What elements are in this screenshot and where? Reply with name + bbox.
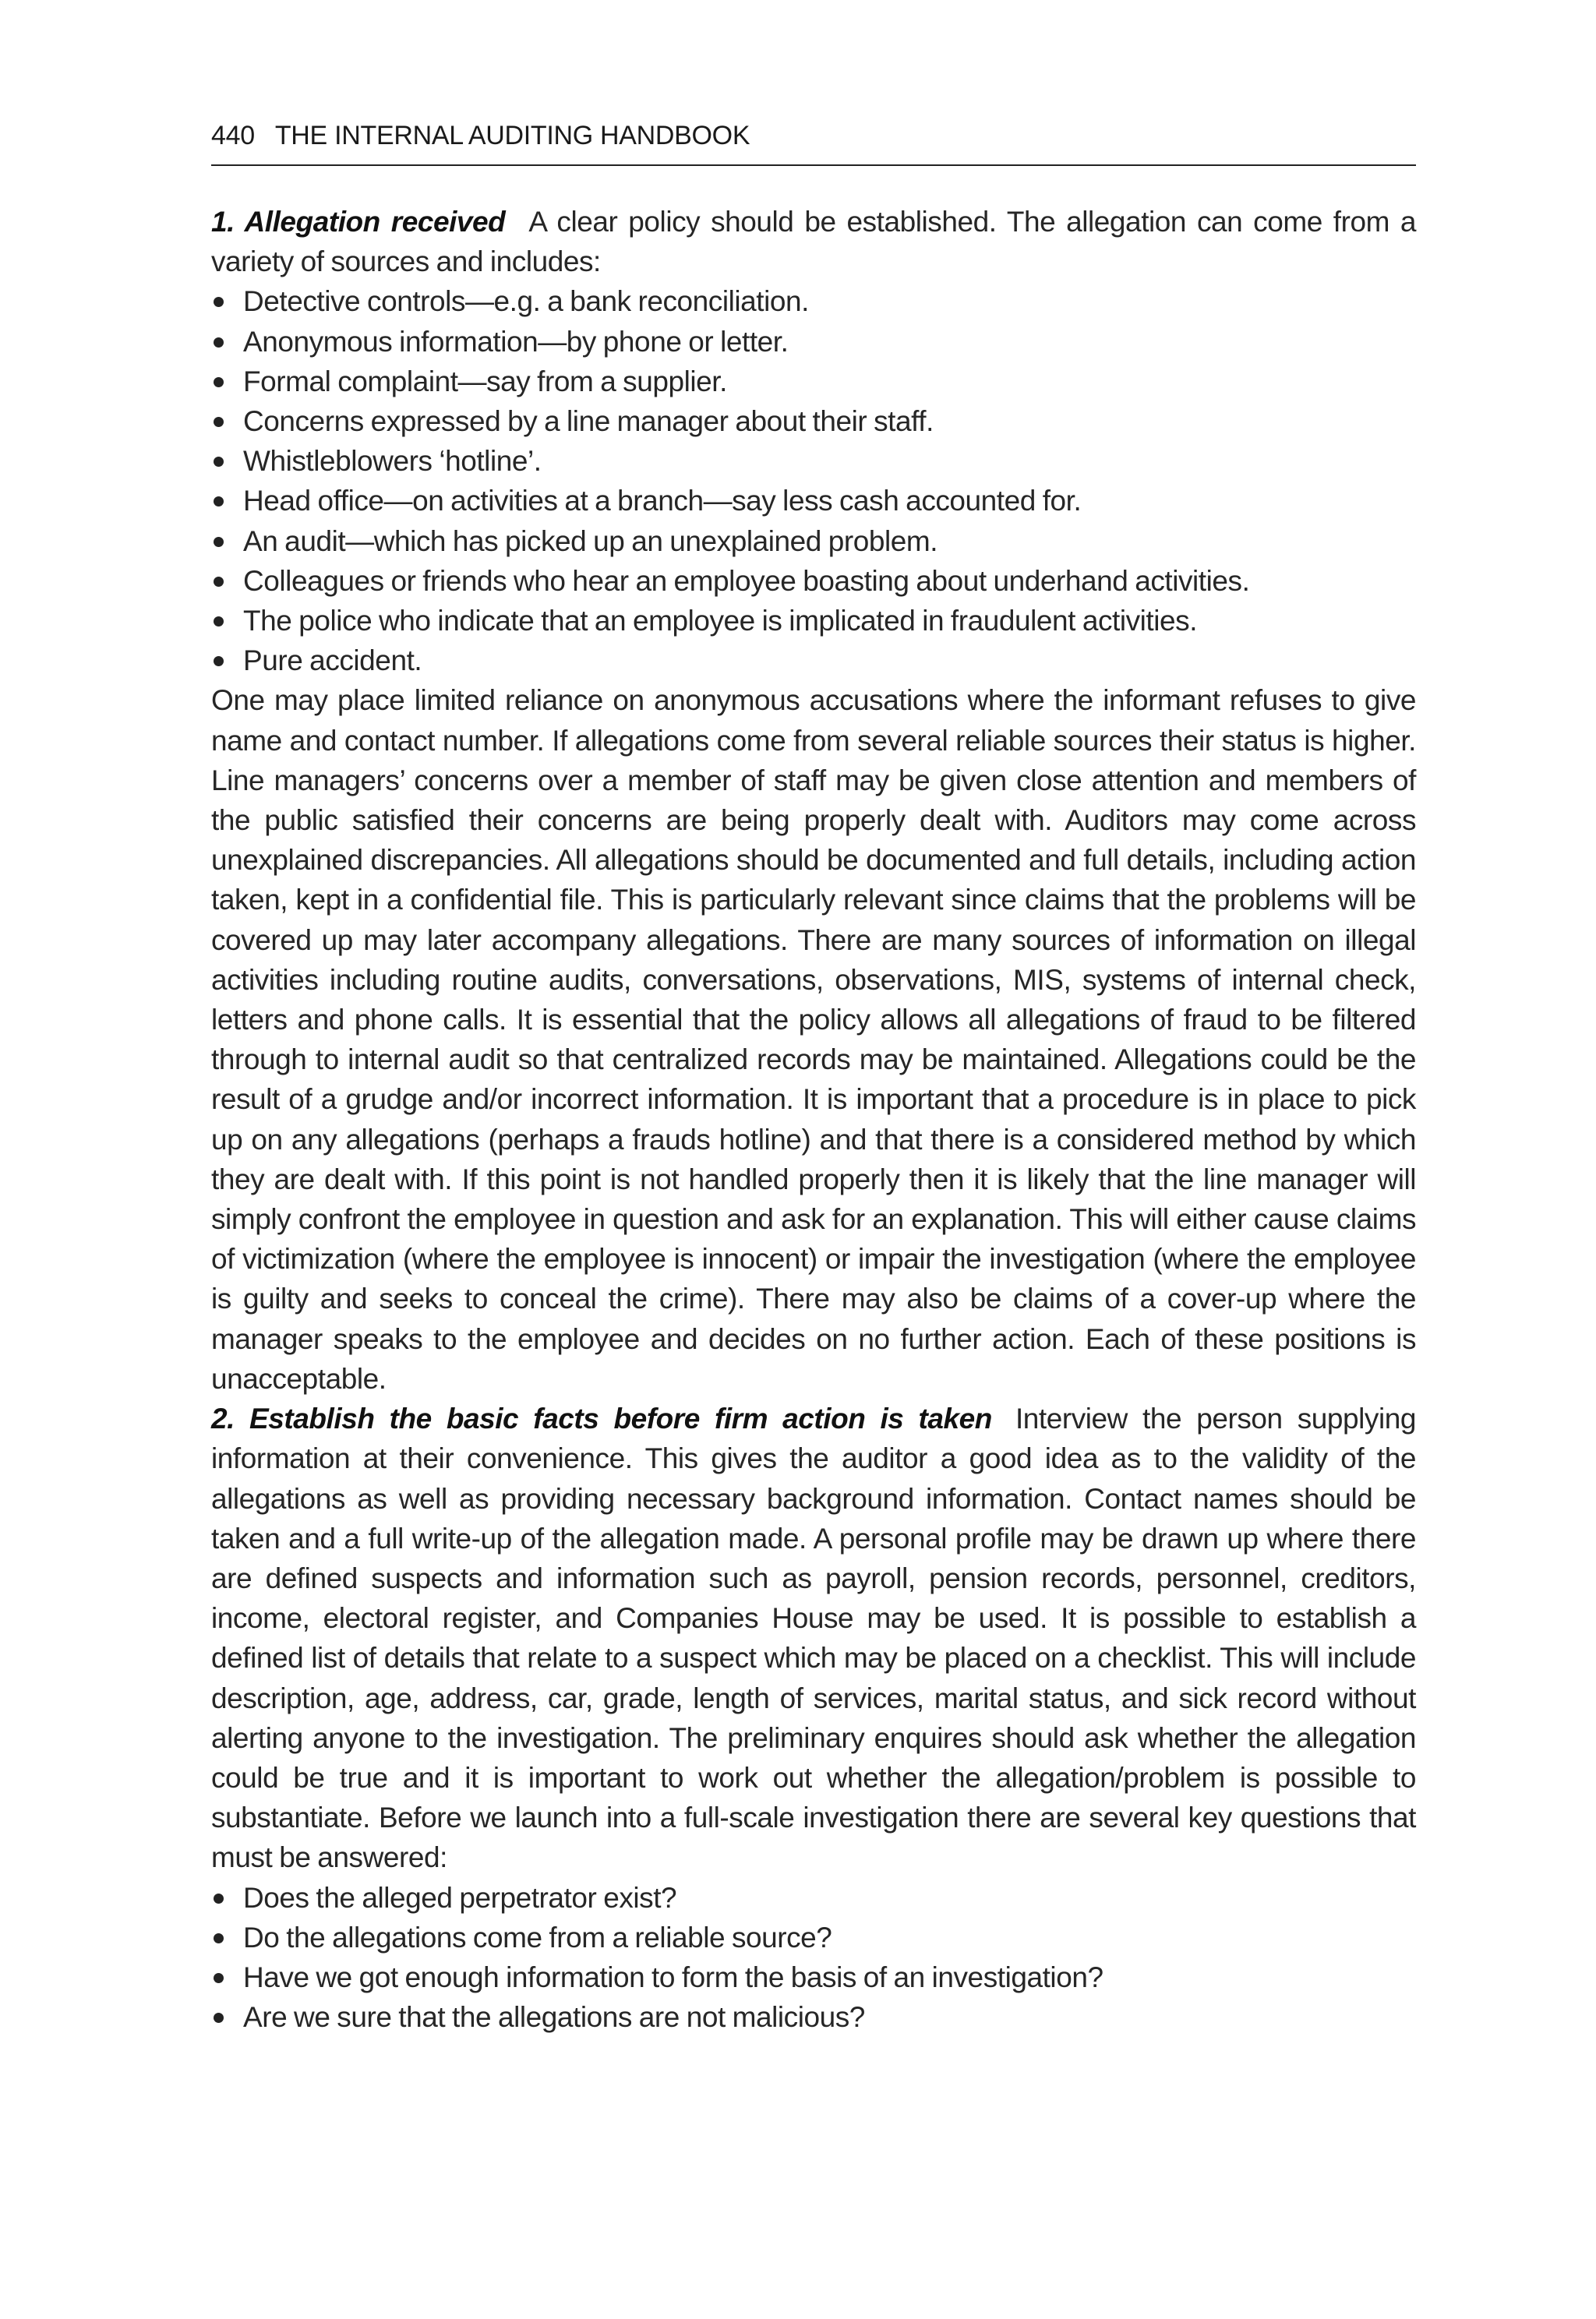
- bullet-icon: [214, 337, 224, 348]
- bullet-icon: [214, 616, 224, 627]
- list-item: [211, 1918, 1416, 1957]
- list-item-text: Detective controls—e.g. a bank reconciliation.: [243, 285, 809, 318]
- bullet-icon: [214, 417, 224, 427]
- list-item-text: Colleagues or friends who hear an employee boasting about underhand activities.: [243, 564, 1250, 597]
- list-item: [211, 1957, 1416, 1997]
- list-item-text: Do the allegations come from a reliable source?: [243, 1921, 832, 1954]
- list-item: [211, 481, 1416, 521]
- bullet-icon: [214, 377, 224, 387]
- bullet-icon: [214, 1894, 224, 1904]
- list-item: [211, 521, 1416, 561]
- list-item-text: Does the alleged perpetrator exist?: [243, 1881, 677, 1914]
- page-number: 440: [211, 121, 255, 150]
- list-item: [211, 601, 1416, 641]
- section1-heading: 1. Allegation received: [211, 206, 506, 238]
- list-item-text: Anonymous information—by phone or letter.: [243, 325, 789, 358]
- list-item-text: Are we sure that the allegations are not malicious?: [243, 2001, 865, 2034]
- list-item: [211, 281, 1416, 321]
- list-item-text: An audit—which has picked up an unexplained problem.: [243, 524, 938, 557]
- bullet-icon: [214, 496, 224, 507]
- list-item-text: Formal complaint—say from a supplier.: [243, 365, 727, 397]
- bullet-icon: [214, 656, 224, 666]
- list-item-text: Pure accident.: [243, 644, 422, 677]
- list-item: [211, 401, 1416, 441]
- bullet-icon: [214, 1933, 224, 1943]
- list-item: [211, 441, 1416, 481]
- list-item-text: Have we got enough information to form the basis of an investigation?: [243, 1961, 1103, 1993]
- bullet-icon: [214, 2013, 224, 2023]
- list-item: [211, 1878, 1416, 1918]
- bullet-icon: [214, 577, 224, 587]
- list-item: [211, 322, 1416, 362]
- section1-body-paragraph: One may place limited reliance on anonymous accusations where the informant refuses to give name and contact number. If allegations come from several reliable sources their status is higher. Line managers’ concerns over a member of staff may be given close attention and members of the public satisfied their concerns are being properly dealt with. Auditors may come across unexplained discrepancies. All allegations should be documented and full details, including action taken, kept in a confidential file. This is particularly relevant since claims that the problems will be covered up may later accompany allegations. There are many sources of information on illegal activities including routine audits, conversations, observations, MIS, systems of internal check, letters and phone calls. It is essential that the policy allows all allegations of fraud to be filtered through to internal audit so that centralized records may be maintained. Allegations could be the result of a grudge and/or incorrect information. It is important that a procedure is in place to pick up on any allegations (perhaps a frauds hotline) and that there is a considered method by which they are dealt with. If this point is not handled properly then it is likely that the line manager will simply confront the employee in question and ask for an explanation. This will either cause claims of victimization (where the employee is innocent) or impair the investigation (where the employee is guilty and seeks to conceal the crime). There may also be claims of a cover-up where the manager speaks to the employee and decides on no further action. Each of these positions is unacceptable.: [211, 684, 1416, 1395]
- allegation-sources-list: [211, 281, 1416, 680]
- section1-intro-text: A clear policy should be established. The allegation can come from a variety of sources and includes:: [211, 206, 1417, 278]
- page-body: [211, 202, 1416, 2037]
- bullet-icon: [214, 1973, 224, 1983]
- key-questions-list: [211, 1878, 1416, 2038]
- section2-heading: 2. Establish the basic facts before firm action is taken: [211, 1403, 992, 1435]
- bullet-icon: [214, 457, 224, 467]
- list-item: [211, 1997, 1416, 2037]
- list-item: [211, 641, 1416, 680]
- list-item-text: Concerns expressed by a line manager about their staff.: [243, 405, 934, 438]
- running-header: [211, 118, 1416, 153]
- bullet-icon: [214, 537, 224, 547]
- book-title: THE INTERNAL AUDITING HANDBOOK: [274, 121, 750, 150]
- list-item-text: Head office—on activities at a branch—say less cash accounted for.: [243, 485, 1082, 517]
- header-rule: [211, 164, 1416, 166]
- section2-text: Interview the person supplying information at their convenience. This gives the auditor a good idea as to the validity of the allegations as well as providing necessary background information. Contact names should be taken and a full write-up of the allegation made. A personal profile may be drawn up where there are defined suspects and information such as payroll, pension records, personnel, creditors, income, electoral register, and Companies House may be used. It is possible to establish a defined list of details that relate to a suspect which may be placed on a checklist. This will include description, age, address, car, grade, length of services, marital status, and sick record without alerting anyone to the investigation. The preliminary enquires should ask whether the allegation could be true and it is important to work out whether the allegation/problem is possible to substantiate. Before we launch into a full-scale investigation there are several key questions that must be answered:: [211, 1403, 1417, 1874]
- list-item-text: The police who indicate that an employee is implicated in fraudulent activities.: [243, 605, 1198, 637]
- list-item: [211, 561, 1416, 601]
- list-item: [211, 362, 1416, 401]
- bullet-icon: [214, 297, 224, 307]
- section2-paragraph: [211, 1399, 1416, 1877]
- section1-intro-paragraph: [211, 202, 1416, 281]
- list-item-text: Whistleblowers ‘hotline’.: [243, 445, 542, 478]
